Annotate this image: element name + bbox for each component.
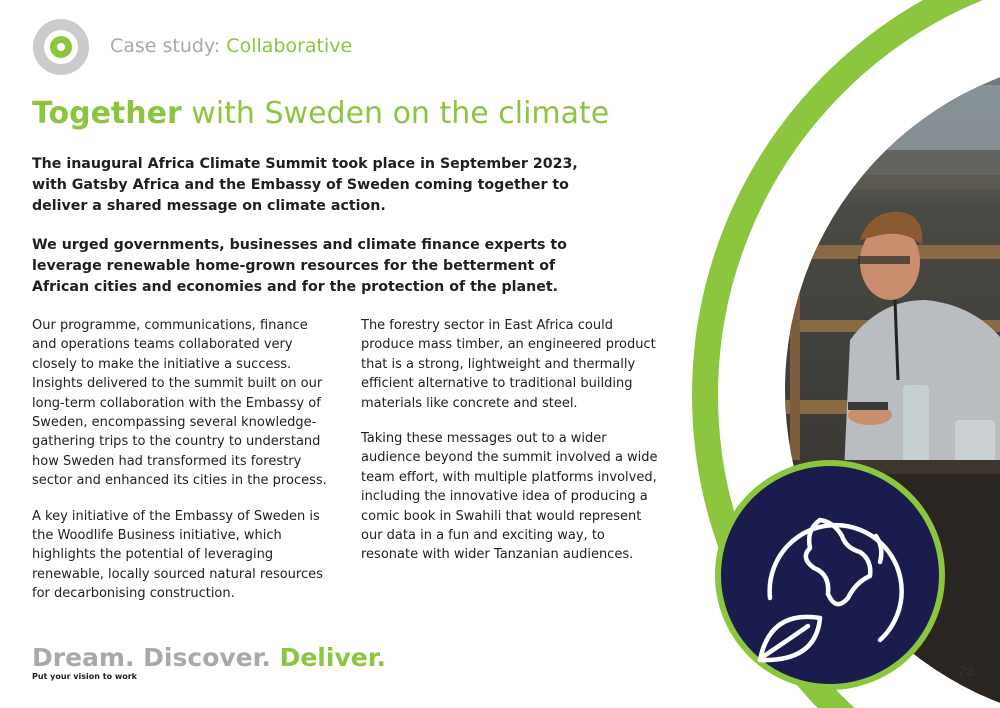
footer-subline: Put your vision to work	[32, 672, 137, 681]
page-number: 28	[958, 665, 975, 680]
body-paragraph: Taking these messages out to a wider audience beyond the summit involved a wide team effort, with multiple platforms involved, including the innovative idea of producing a comic book in Swahili that would represent our data in a fun and exciting way, to resonate with wider Tanzanian audiences.	[361, 431, 658, 563]
lead-paragraph-1: The inaugural Africa Climate Summit took place in September 2023, with Gatsby Africa and the Embassy of Sweden coming together to deliver a shared message on climate action.	[32, 156, 578, 214]
footer-tagline	[32, 643, 386, 672]
title-rest: with Sweden on the climate	[181, 96, 610, 131]
globe-badge	[718, 463, 942, 687]
title-bold: Together	[32, 96, 182, 131]
body-paragraph: The forestry sector in East Africa could produce mass timber, an engineered product that is a strong, lightweight and thermally efficient alternative to traditional building materials like concrete and steel.	[361, 318, 656, 411]
body-paragraph: A key initiative of the Embassy of Sweden is the Woodlife Business initiative, which highlights the potential of leveraging renewable, locally sourced natural resources for decarbonising construction.	[32, 508, 323, 602]
tagline-dream: Dream.	[32, 643, 144, 672]
tagline-discover: Discover.	[143, 643, 280, 672]
body-paragraph: Our programme, communications, finance and operations teams collaborated very closely to make the initiative a success. Insights delivered to the summit built on our long-term collaboration with the Embassy of Sweden, encompassing several knowledge-gathering trips to the country to understand how Sweden had transformed its forestry sector and enhanced its cities in the process.	[32, 318, 327, 489]
tagline-deliver: Deliver.	[279, 643, 386, 672]
case-study-category: Collaborative	[226, 35, 353, 57]
case-study-prefix: Case study:	[110, 35, 227, 57]
lead-paragraph-2: We urged governments, businesses and climate finance experts to leverage renewable home-grown resources for the betterment of African cities and economies and for the protection of the planet.	[32, 237, 567, 295]
